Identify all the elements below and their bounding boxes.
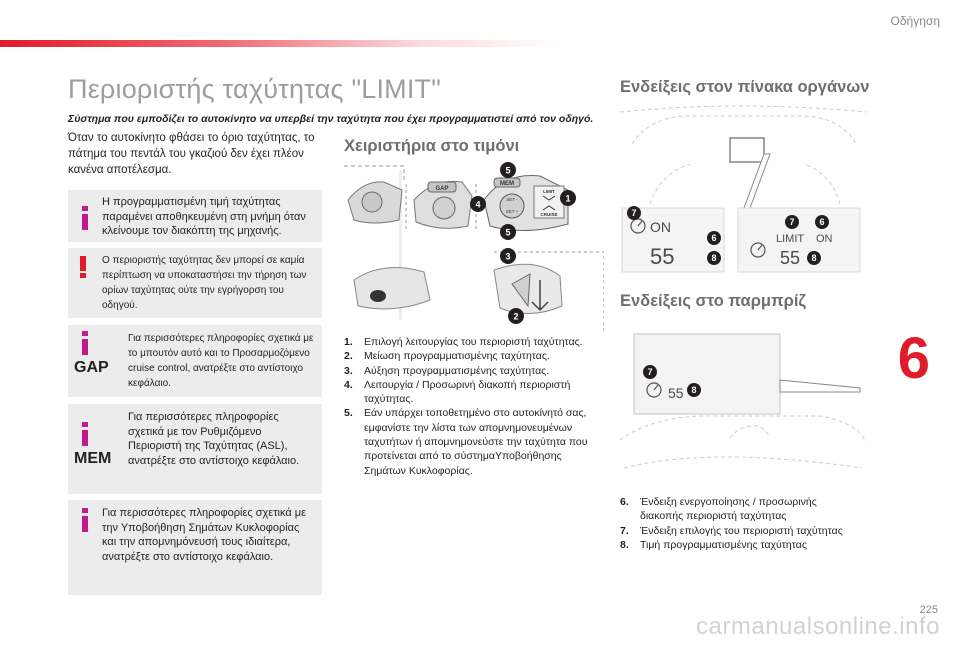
info-note-traffic-signs <box>68 500 322 595</box>
windscreen-illustration <box>620 318 866 490</box>
svg-text:55: 55 <box>650 244 675 269</box>
stalk-left-view <box>348 182 402 223</box>
exclamation-icon <box>78 256 88 278</box>
list-item: 7. Ένδειξη επιλογής του περιοριστή ταχύτητας <box>620 524 843 537</box>
list-item: 6. Ένδειξη ενεργοποίησης / προσωρινής διακοπής περιοριστή ταχύτητας <box>620 496 817 523</box>
info-icon <box>76 206 94 230</box>
mem-button-label: MEM <box>74 450 112 467</box>
callout-3 <box>500 248 516 264</box>
svg-text:7: 7 <box>631 208 637 218</box>
instrument-panel-heading: Ενδείξεις στον πίνακα οργάνων <box>620 78 870 96</box>
svg-text:7: 7 <box>647 367 653 377</box>
gap-button-label: GAP <box>74 359 109 376</box>
svg-text:7: 7 <box>789 217 795 227</box>
stalk-middle-view <box>414 181 472 228</box>
intro-paragraph: Όταν το αυτοκίνητο φθάσει το όριο ταχύτητας, το πάτημα του πεντάλ του γκαζιού δεν έχει πλέον κανένα αποτέλεσμα. <box>68 132 315 176</box>
svg-text:3: 3 <box>505 251 511 262</box>
svg-text:4: 4 <box>475 199 481 210</box>
info-note-gap <box>68 325 322 397</box>
callout-5-bottom <box>500 224 516 240</box>
mem-stalk-label: MEM <box>500 181 514 187</box>
steering-controls-list <box>344 335 606 478</box>
svg-text:6: 6 <box>711 233 717 243</box>
instrument-display-right <box>738 208 860 272</box>
cruise-stalk-label: CRUISE <box>540 212 558 217</box>
limit-stalk-label: LIMIT <box>543 189 555 194</box>
svg-text:55: 55 <box>780 248 801 268</box>
watermark: carmanualsonline.info <box>696 613 940 640</box>
steering-stalk-illustration <box>344 160 604 332</box>
svg-text:55: 55 <box>668 385 684 401</box>
svg-text:8: 8 <box>691 385 697 395</box>
callout-5-top <box>500 162 516 178</box>
svg-text:5: 5 <box>505 227 511 238</box>
svg-text:2: 2 <box>513 311 519 322</box>
chapter-name: Οδήγηση <box>890 14 940 28</box>
note-text: Για περισσότερες πληροφορίες σχετικά με την Υποβοήθηση Σημάτων Κυκλοφορίας και την απομνημόνευσή τους ιδιαίτερα, ανατρέξτε στο αντίστοιχο κεφάλαιο. <box>102 507 307 563</box>
svg-text:ON: ON <box>650 219 671 235</box>
info-icon <box>76 331 94 355</box>
callout-1 <box>560 190 576 206</box>
instrument-display-left <box>622 206 724 272</box>
set-plus-label: SET + <box>505 209 519 214</box>
hand-gesture-illustration <box>354 264 562 313</box>
info-icon <box>76 422 94 446</box>
svg-text:LIMIT: LIMIT <box>776 233 805 245</box>
instrument-panel-illustration <box>620 104 866 284</box>
info-note-memory <box>68 190 322 242</box>
windscreen-heading: Ενδείξεις στο παρμπρίζ <box>620 292 807 310</box>
info-icon <box>76 508 94 532</box>
steering-controls-heading: Χειριστήρια στο τιμόνι <box>344 137 520 155</box>
svg-text:6: 6 <box>819 217 825 227</box>
list-item: 8. Τιμή προγραμματισμένης ταχύτητας <box>620 538 807 551</box>
svg-text:8: 8 <box>711 253 717 263</box>
chapter-tab-number: 6 <box>897 326 930 391</box>
gap-stalk-label: GAP <box>435 186 449 192</box>
callout-2 <box>508 308 524 324</box>
page-subtitle: Σύστημα που εμποδίζει το αυτοκίνητο να υπερβεί την ταχύτητα που έχει προγραμματιστεί από τον οδηγό. <box>68 113 594 125</box>
callout-4 <box>470 196 486 212</box>
note-text: Για περισσότερες πληροφορίες σχετικά με το μπουτόν αυτό και το Προσαρμοζόμενο cruise control, ανατρέξτε στο αντίστοιχο κεφάλαιο. <box>128 333 314 389</box>
list-item: 4. Λειτουργία / Προσωρινή διακοπή περιοριστή ταχύτητας. <box>344 378 571 406</box>
note-text: Η προγραμματισμένη τιμή ταχύτητας παραμένει αποθηκευμένη στη μνήμη όταν κλείνουμε τον διακόπτη της μηχανής. <box>102 196 306 237</box>
page-number: 225 <box>919 604 938 616</box>
warning-note <box>68 248 322 318</box>
note-text: Ο περιοριστής ταχύτητας δεν μπορεί σε καμία περίπτωση να υποκαταστήσει την τήρηση των ορίων ταχύτητας ούτε την εγρήγορση του οδηγού. <box>102 255 307 311</box>
windscreen-indications-list <box>620 495 860 552</box>
list-item: 2. Μείωση προγραμματισμένης ταχύτητας. <box>344 350 550 363</box>
info-note-mem <box>68 404 322 494</box>
list-item: 1. Επιλογή λειτουργίας του περιοριστή ταχύτητας. <box>344 336 583 348</box>
stalk-right-view <box>484 176 571 231</box>
svg-text:8: 8 <box>811 253 817 263</box>
set-minus-label: SET - <box>506 197 518 202</box>
svg-text:ON: ON <box>816 233 833 245</box>
note-text: Για περισσότερες πληροφορίες σχετικά με τον Ρυθμιζόμενο Περιοριστή της Ταχύτητας (ASL), ανατρέξτε στο αντίστοιχο κεφάλαιο. <box>128 411 300 467</box>
page-title: Περιοριστής ταχύτητας "LIMIT" <box>68 74 442 104</box>
list-item: 3. Αύξηση προγραμματισμένης ταχύτητας. <box>344 364 550 377</box>
svg-text:5: 5 <box>505 165 511 176</box>
list-item: 5. Εάν υπάρχει τοποθετημένο στο αυτοκίνητό σας, εμφανίστε την λίστα των απομνημονευμένων ταχυτήτων ή απομνημονεύστε την ταχύτητα που προτείνεται από το σύστημαΥποβοήθησης Σημάτων Κυκλοφορίας. <box>344 407 588 477</box>
svg-text:1: 1 <box>565 193 571 204</box>
header-accent-bar <box>0 40 560 47</box>
